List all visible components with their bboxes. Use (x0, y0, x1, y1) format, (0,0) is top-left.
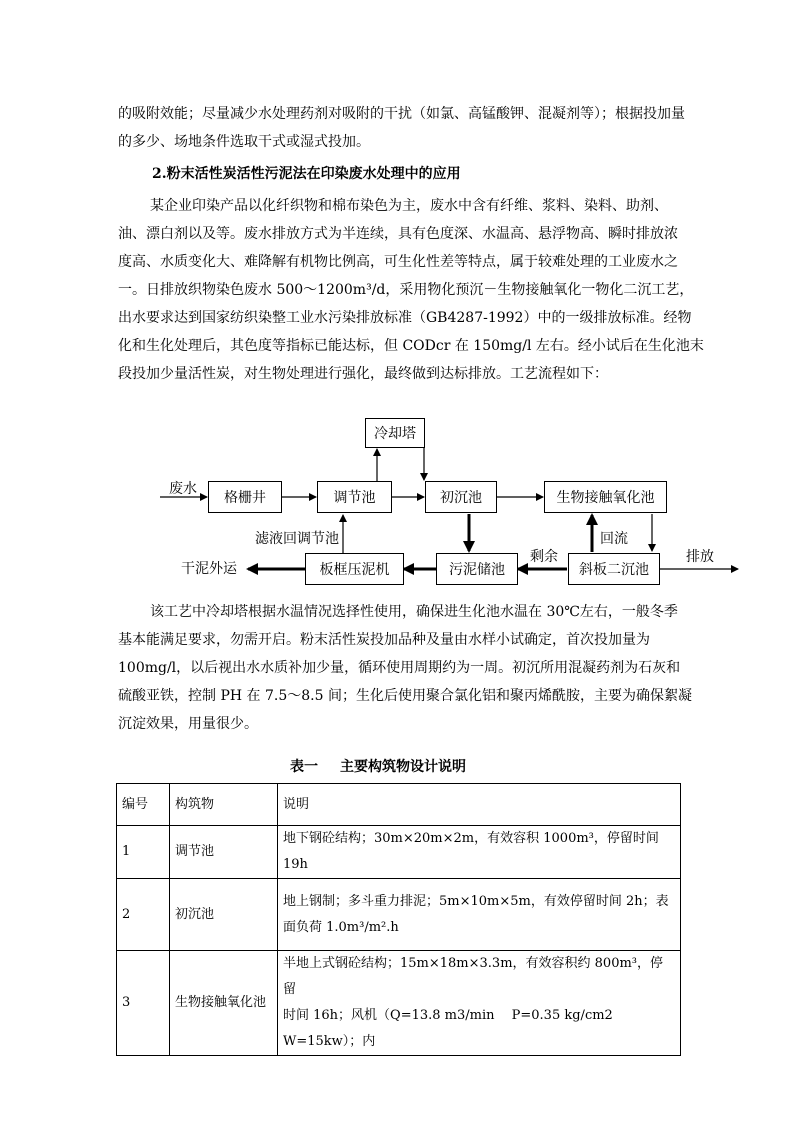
description-line: 面负荷 1.0m³/m².h (283, 919, 399, 935)
text-line: 一。日排放织物染色废水 500～1200m³/d，采用物化预沉－生物接触氧化一物化二沉工艺， (118, 282, 694, 298)
wastewater-label: 废水 (169, 481, 197, 497)
process-notes-paragraph (118, 598, 692, 738)
structure-name-cell: 调节池 (170, 826, 278, 879)
sludge-storage-box: 污泥储池 (436, 553, 518, 585)
table-row (117, 879, 681, 951)
description-line: 时间 16h；风机（Q=13.8 m3/min P=0.35 kg/cm2 W=15kw）；内 (283, 1008, 630, 1049)
text-line: 段投加少量活性炭，对生物处理进行强化，最终做到达标排放。工艺流程如下： (118, 366, 608, 382)
structures-table (116, 783, 681, 1056)
discharge-label: 排放 (686, 549, 714, 565)
text-line: 的吸附效能；尽量减少水处理药剂对吸附的干扰（如氯、高锰酸钾、混凝剂等）；根据投加量 (118, 106, 685, 122)
text-line: 沉淀效果，用量很少。 (118, 716, 258, 732)
row-number-cell: 2 (117, 879, 170, 951)
description-line: 半地上式钢砼结构；15m×18m×3.3m，有效容积约 800m³，停留 (283, 956, 664, 997)
description-cell (278, 826, 681, 879)
description-line: 地下钢砼结构；30m×20m×2m，有效容积 1000m³，停留时间 19h (283, 831, 659, 872)
text-line: 100mg/l，以后视出水水质补加少量，循环使用周期约为一周。初沉所用混凝药剂为石灰和 (118, 660, 681, 676)
bio-contact-oxidation-box: 生物接触氧化池 (544, 481, 667, 513)
table-caption (290, 756, 466, 776)
intro-paragraph (118, 100, 688, 156)
dry-sludge-label: 干泥外运 (181, 561, 237, 577)
description-cell (278, 951, 681, 1056)
structure-name-cell: 生物接触氧化池 (170, 951, 278, 1056)
header-cell: 说明 (278, 784, 681, 826)
text-line: 度高、水质变化大、难降解有机物比例高，可生化性差等特点，属于较难处理的工业废水之 (118, 254, 678, 270)
text-line: 油、漂白剂以及等。废水排放方式为半连续，具有色度深、水温高、悬浮物高、瞬时排放浓 (118, 226, 678, 242)
inclined-clarifier-box: 斜板二沉池 (568, 553, 660, 585)
cooling-tower-box: 冷却塔 (365, 418, 425, 448)
filtrate-return-label: 滤液回调节池 (255, 531, 339, 547)
filter-press-box: 板框压泥机 (305, 553, 404, 585)
text-line: 某企业印染产品以化纤织物和棉布染色为主，废水中含有纤维、浆料、染料、助剂、 (150, 198, 668, 214)
text-line: 的多少、场地条件选取干式或湿式投加。 (118, 134, 370, 150)
screen-well-box: 格栅井 (208, 481, 282, 513)
text-line: 出水要求达到国家纺织染整工业水污染排放标准（GB4287-1992）中的一级排放标准。经物 (118, 310, 692, 326)
row-number-cell: 3 (117, 951, 170, 1056)
description-line: 地上钢制；多斗重力排泥；5m×10m×5m，有效停留时间 2h；表 (283, 893, 669, 909)
header-cell: 构筑物 (170, 784, 278, 826)
table-caption-title: 主要构筑物设计说明 (340, 759, 466, 775)
equalization-tank-box: 调节池 (317, 481, 392, 513)
body-paragraph (118, 192, 704, 388)
table-header-row (117, 784, 681, 826)
primary-settling-box: 初沉池 (425, 481, 497, 513)
table-row (117, 826, 681, 879)
text-line: 该工艺中冷却塔根据水温情况选择性使用，确保进生化池水温在 30℃左右，一般冬季 (150, 604, 678, 620)
table-caption-number: 表一 (290, 759, 318, 775)
table-row (117, 951, 681, 1056)
section-heading: 2.粉末活性炭活性污泥法在印染废水处理中的应用 (152, 166, 461, 182)
return-flow-label: 回流 (600, 531, 628, 547)
text-line: 基本能满足要求，勿需开启。粉末活性炭投加品种及量由水样小试确定，首次投加量为 (118, 632, 650, 648)
structure-name-cell: 初沉池 (170, 879, 278, 951)
excess-sludge-label: 剩余 (530, 549, 558, 565)
text-line: 硫酸亚铁，控制 PH 在 7.5～8.5 间；生化后使用聚合氯化铝和聚丙烯酰胺，主要为确保絮凝 (118, 688, 692, 704)
header-cell: 编号 (117, 784, 170, 826)
description-cell (278, 879, 681, 951)
text-line: 化和生化处理后，其色度等指标已能达标，但 CODcr 在 150mg/l 左右。经小试后在生化池末 (118, 338, 704, 354)
row-number-cell: 1 (117, 826, 170, 879)
